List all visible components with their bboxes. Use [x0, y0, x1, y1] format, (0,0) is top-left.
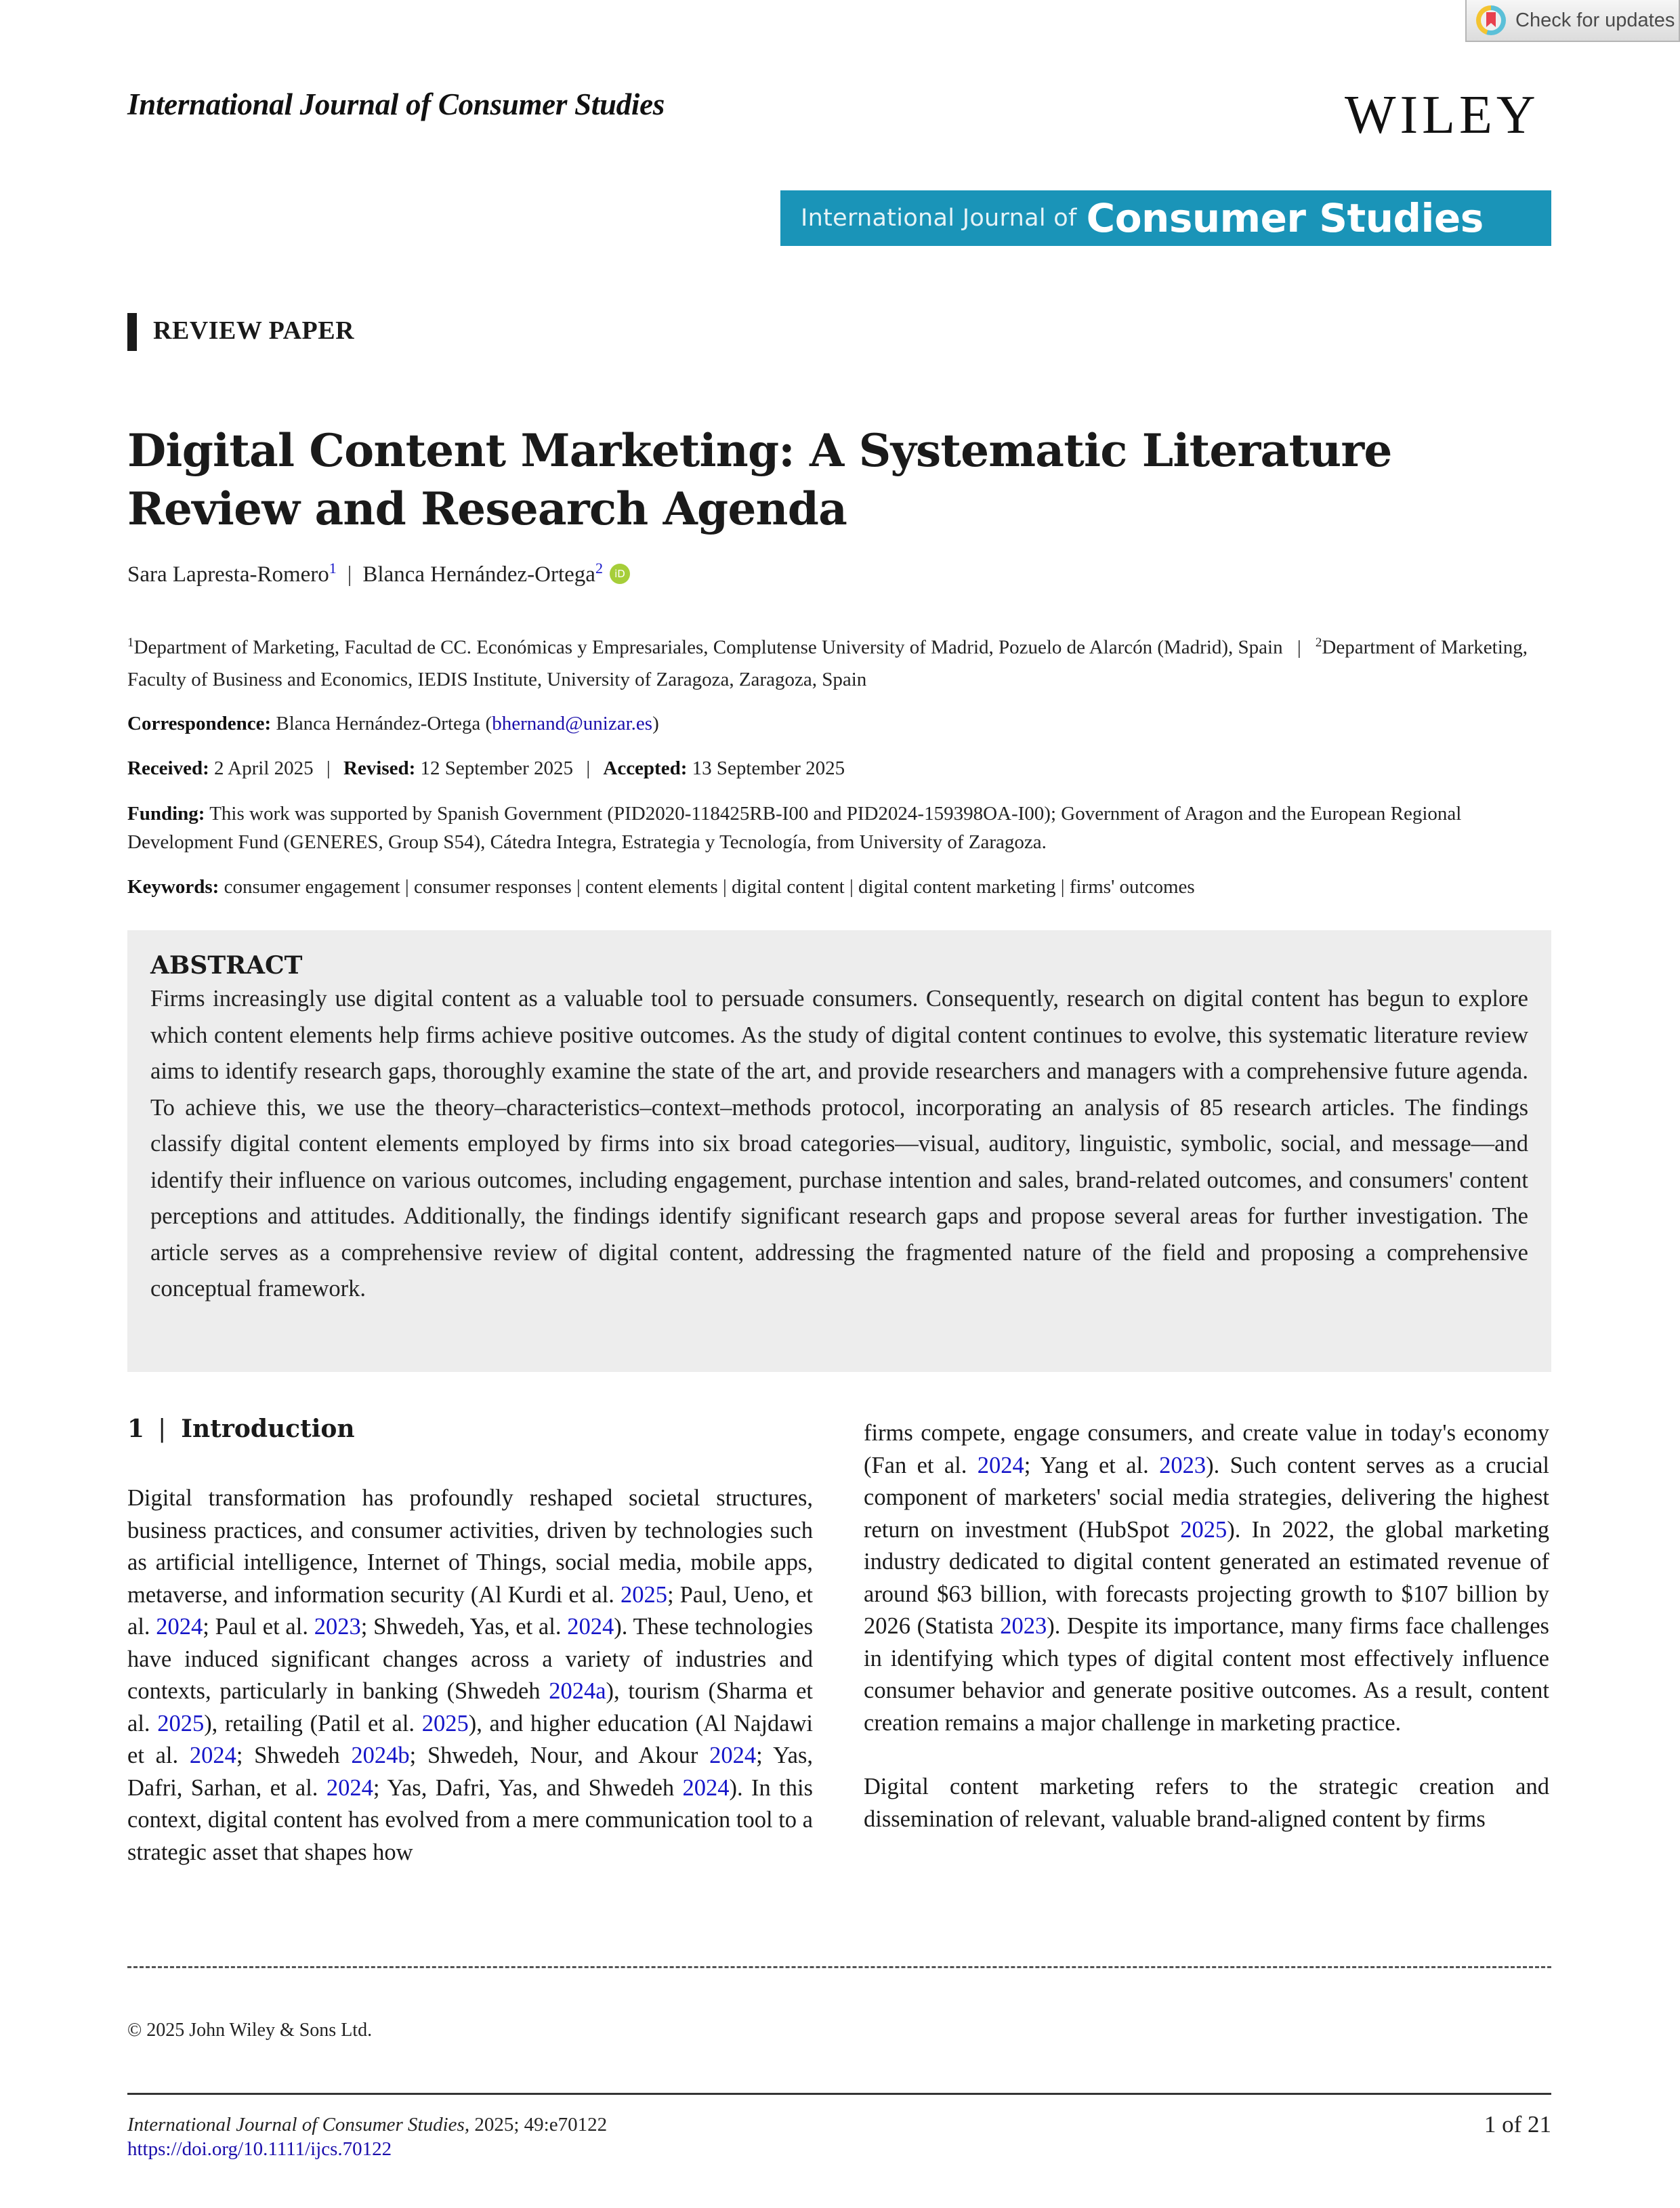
- citation-link[interactable]: 2025: [157, 1710, 205, 1736]
- article-title: Digital Content Marketing: A Systematic Literature Review and Research Agenda: [127, 424, 1392, 535]
- article-type: REVIEW PAPER: [153, 316, 355, 345]
- correspondence-email-link[interactable]: bhernand@unizar.es: [492, 713, 653, 734]
- body-paragraph: Digital transformation has profoundly reshaped societal structures, business practices, and consumer activities, driven by technologies such as artificial intelligence, Internet of Things, social media, mobile apps, metaverse, and information security (Al Kurdi et al. 2025; Paul, Ueno, et al. 2024; Paul et al. 2023; Shwedeh, Yas, et al. 2024). These technologies have induced significant changes across a variety of industries and contexts, particularly in banking (Shwedeh 2024a), tourism (Sharma et al. 2025), retailing (Patil et al. 2025), and higher education (Al Najdawi et al. 2024; Shwedeh 2024b; Shwedeh, Nour, and Akour 2024; Yas, Dafri, Sarhan, et al. 2024; Yas, Dafri, Yas, and Shwedeh 2024). In this context, digital content has evolved from a mere communication tool to a strategic asset that shapes how: [127, 1485, 814, 1865]
- author-name[interactable]: Sara Lapresta-Romero: [127, 562, 329, 587]
- orcid-icon[interactable]: iD: [610, 564, 630, 584]
- wiley-logo: WILEY: [1345, 85, 1540, 145]
- accepted-label: Accepted:: [603, 757, 688, 779]
- funding-text: This work was supported by Spanish Government (PID2020-118425RB-I00 and PID2024-159398OA-I00); Government of Aragon and the European Regional Development Fund (GENERES, Group S54), Cátedra Integra, Estrategia y Tecnología, from University of Zaragoza.: [127, 803, 1462, 853]
- abstract-box: [127, 930, 1551, 1372]
- journal-banner: [780, 190, 1551, 246]
- article-type-marker: [127, 313, 137, 351]
- footer-divider: [127, 2093, 1551, 2095]
- author-separator: |: [347, 562, 352, 587]
- paragraph-gap: [864, 1739, 1549, 1771]
- citation-link[interactable]: 2024b: [351, 1743, 410, 1768]
- date-separator: |: [326, 757, 331, 779]
- affiliation-separator: |: [1297, 636, 1301, 659]
- affiliation-1: Department of Marketing, Facultad de CC. Económicas y Empresariales, Complutense University of Madrid, Pozuelo de Alarcón (Madrid), Spain: [133, 636, 1283, 659]
- citation-link[interactable]: 2023: [1159, 1452, 1206, 1478]
- funding-label: Funding:: [127, 803, 205, 825]
- affiliation-number: 2: [1315, 636, 1322, 650]
- body-paragraph: firms compete, engage consumers, and create value in today's economy (Fan et al. 2024; Yang et al. 2023). Such content serves as a crucial component of marketers' social media strategies, delivering the highest return on investment (HubSpot 2025). In 2022, the global marketing industry dedicated to digital content generated an estimated revenue of around $63 billion, with forecasts projecting growth to $107 billion by 2026 (Statista 2023). Despite its importance, many firms face challenges in identifying which types of digital content most effectively influence consumer behavior and generate positive outcomes. As a result, content creation remains a major challenge in marketing practice.: [864, 1420, 1549, 1736]
- copyright-notice: © 2025 John Wiley & Sons Ltd.: [127, 2020, 373, 2041]
- accepted-date: 13 September 2025: [692, 757, 845, 779]
- affiliation-2: Department of Marketing, Faculty of Business and Economics, IEDIS Institute, University of Zaragoza, Zaragoza, Spain: [127, 636, 1528, 690]
- citation-link[interactable]: 2024: [189, 1743, 236, 1768]
- revised-label: Revised:: [343, 757, 416, 779]
- section-separator: |: [158, 1415, 167, 1443]
- correspondence-label: Correspondence:: [127, 713, 272, 734]
- citation-link[interactable]: 2024: [156, 1614, 203, 1640]
- doi-link[interactable]: https://doi.org/10.1111/ijcs.70122: [127, 2138, 392, 2160]
- keywords: [127, 873, 1563, 901]
- funding: [127, 799, 1563, 856]
- journal-citation-volume: 2025; 49:e70122: [469, 2114, 608, 2136]
- affiliations: [127, 627, 1563, 696]
- abstract-text: Firms increasingly use digital content as a valuable tool to persuade consumers. Consequently, research on digital content has begun to explore which content elements help firms achieve positive outcomes. As the study of digital content continues to evolve, this systematic literature review aims to identify research gaps, thoroughly examine the state of the art, and provide researchers and managers with a comprehensive future agenda. To achieve this, we use the theory–characteristics–context–methods protocol, incorporating an analysis of 85 research articles. The findings classify digital content elements employed by firms into six broad categories—visual, auditory, linguistic, symbolic, social, and message—and identify their influence on various outcomes, including engagement, purchase intention and sales, brand-related outcomes, and consumers' content perceptions and attitudes. Additionally, the findings identify significant research gaps and propose several areas for further investigation. The article serves as a comprehensive review of digital content, addressing the fragmented nature of the field and proposing a comprehensive conceptual framework.: [150, 986, 1528, 1301]
- author-list: [127, 562, 630, 587]
- body-column-right: [864, 1417, 1549, 1835]
- check-for-updates-label: Check for updates: [1515, 9, 1675, 31]
- citation-link[interactable]: 2025: [1180, 1516, 1227, 1543]
- citation-link[interactable]: 2024: [709, 1743, 757, 1768]
- citation-link[interactable]: 2024a: [549, 1678, 606, 1704]
- citation-link[interactable]: 2023: [1000, 1613, 1047, 1639]
- citation-link[interactable]: 2024: [682, 1774, 730, 1801]
- citation-link[interactable]: 2025: [620, 1581, 667, 1608]
- check-for-updates-button[interactable]: [1465, 0, 1680, 42]
- abstract-heading: ABSTRACT: [150, 951, 303, 980]
- journal-citation-name: International Journal of Consumer Studies,: [127, 2114, 470, 2136]
- article-dates: [127, 754, 1563, 783]
- page-number: 1 of 21: [1484, 2111, 1551, 2138]
- citation-link[interactable]: 2024: [977, 1452, 1024, 1478]
- body-column-left: [127, 1482, 813, 1869]
- keywords-text: consumer engagement | consumer responses | content elements | digital content | digital content marketing | firms' outcomes: [224, 876, 1195, 898]
- received-date: 2 April 2025: [214, 757, 314, 779]
- journal-citation: [127, 2114, 607, 2136]
- section-heading: [127, 1415, 355, 1443]
- citation-link[interactable]: 2024: [567, 1614, 614, 1640]
- citation-link[interactable]: 2025: [421, 1710, 469, 1736]
- author-name[interactable]: Blanca Hernández-Ortega: [362, 562, 595, 587]
- section-title: Introduction: [181, 1415, 355, 1443]
- correspondence: Correspondence: Blanca Hernández-Ortega (bhernand@unizar.es): [127, 713, 659, 734]
- date-separator: |: [586, 757, 591, 779]
- citation-link[interactable]: 2024: [326, 1774, 373, 1801]
- banner-big-text: Consumer Studies: [1086, 195, 1484, 241]
- affiliation-marker[interactable]: 1: [329, 560, 337, 577]
- affiliation-marker[interactable]: 2: [595, 560, 603, 577]
- correspondence-name: Blanca Hernández-Ortega: [276, 713, 481, 734]
- citation-link[interactable]: 2023: [314, 1614, 361, 1640]
- revised-date: 12 September 2025: [420, 757, 574, 779]
- keywords-label: Keywords:: [127, 876, 219, 898]
- journal-name: International Journal of Consumer Studies: [127, 87, 665, 121]
- section-number: 1: [127, 1415, 145, 1443]
- received-label: Received:: [127, 757, 209, 779]
- banner-small-text: International Journal of: [801, 205, 1077, 232]
- body-paragraph: Digital content marketing refers to the strategic creation and dissemination of relevant, valuable brand-aligned content by firms: [864, 1774, 1549, 1832]
- footnote-divider: [127, 1966, 1551, 1968]
- crossmark-bookmark-icon: [1476, 5, 1506, 35]
- affiliation-number: 1: [127, 636, 134, 650]
